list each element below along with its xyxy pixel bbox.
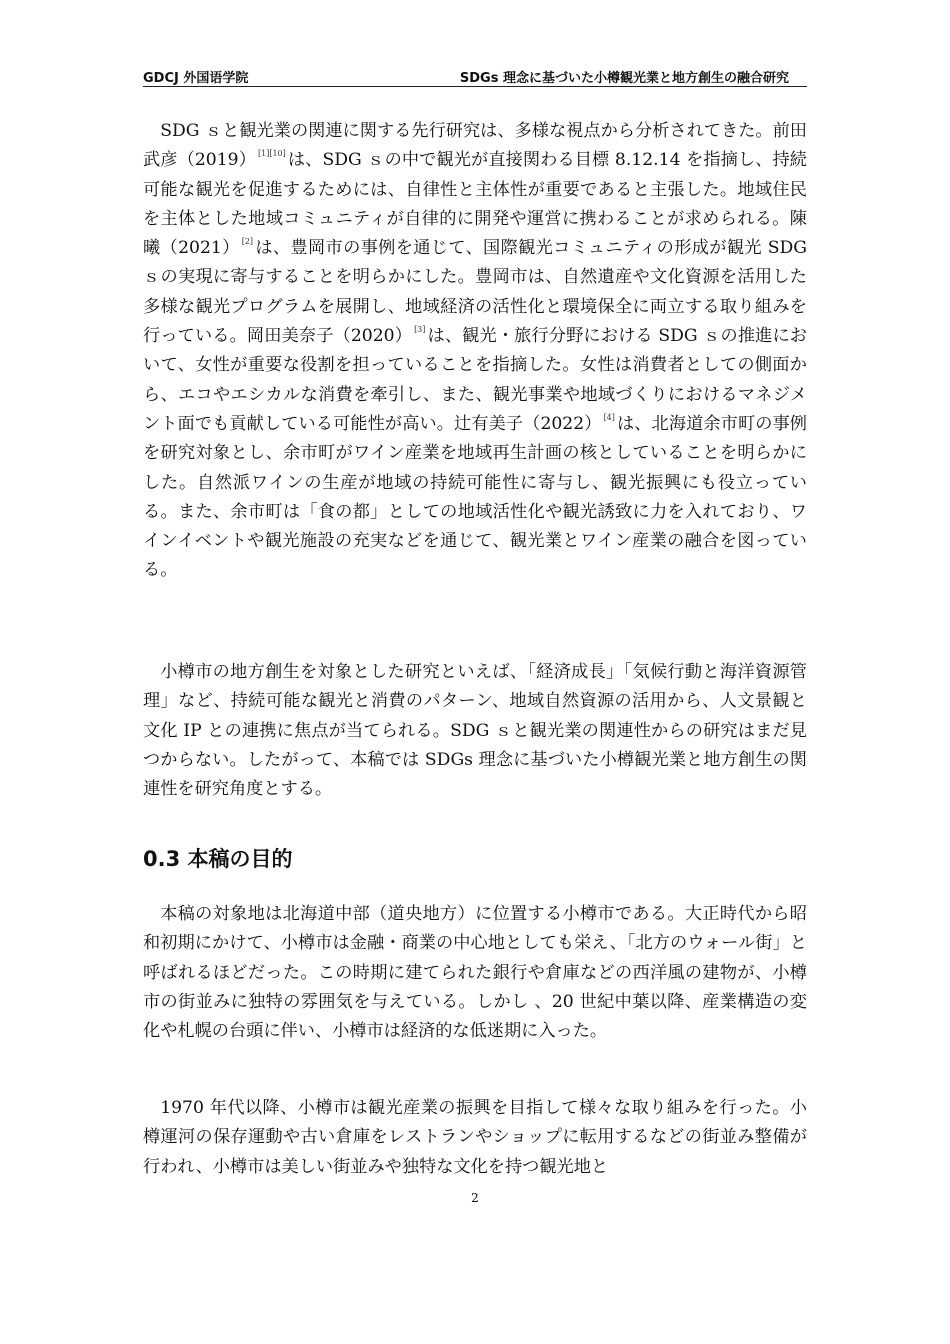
paragraph-prior-research	[143, 117, 807, 586]
citation: [2]	[241, 237, 254, 247]
text-segment: SDG ｓと観光業の関連に関する先行研究は、多様な視点から分析されてきた。前田武彦（2019）	[143, 121, 807, 171]
header-institution: GDCJ 外国语学院	[143, 71, 249, 86]
paragraph-study-area: 本稿の対象地は北海道中部（道央地方）に位置する小樽市である。大正時代から昭和初期にかけて、小樽市は金融・商業の中心地としても栄え、「北方のウォール街」と呼ばれるほどだった。この時期に建てられた銀行や倉庫などの西洋風の建物が、小樽市の街並みに独特の雰囲気を与えている。しかし 、20 世紀中葉以降、産業構造の変化や札幌の台頭に伴い、小樽市は経済的な低迷期に入った。	[143, 904, 807, 1042]
paragraph-research-angle: 小樽市の地方創生を対象とした研究といえば、「経済成長」「気候行動と海洋資源管理」など、持続可能な観光と消費のパターン、地域自然資源の活用から、人文景観と文化 IP との連携に焦点が当てられる。SDG ｓと観光業の関連性からの研究はまだ見つからない。したがって、本稿では SDGs 理念に基づいた小樽観光業と地方創生の関連性を研究角度とする。	[143, 662, 807, 800]
citation: [4]	[603, 412, 615, 422]
text-segment: は、SDG ｓの中で観光が直接関わる目標 8.12.14 を指摘し、持続可能な観光を促進するためには、自律性と主体性が重要であると主張した。地域住民を主体とした地域コミュニティが自律的に開発や運営に携わることが求められる。陳曦（2021）	[143, 150, 807, 259]
citation: [3]	[414, 325, 426, 335]
header-title: SDGs 理念に基づいた小樽観光業と地方創生の融合研究	[459, 71, 789, 86]
page-number: 2	[471, 1191, 479, 1205]
running-header	[143, 64, 807, 87]
paragraph-tourism-history: 1970 年代以降、小樽市は観光産業の振興を目指して様々な取り組みを行った。小樽運河の保存運動や古い倉庫をレストランやショップに転用するなどの街並み整備が行われ、小樽市は美しい街並みや独特な文化を持つ観光地と	[143, 1098, 807, 1177]
text-segment: は、豊岡市の事例を通じて、国際観光コミュニティの形成が観光 SDG ｓの実現に寄与することを明らかにした。豊岡市は、自然遺産や文化資源を活用した多様な観光プログラムを展開し、地域経済の活性化と環境保全に両立する取り組みを行っている。岡田美奈子（2020）	[143, 238, 807, 347]
citation: [1][10]	[258, 149, 286, 159]
section-heading: 0.3 本稿の目的	[143, 847, 293, 871]
text-segment: は、北海道余市町の事例を研究対象とし、余市町がワイン産業を地域再生計画の核としていることを明らかにした。自然派ワインの生産が地域の持続可能性に寄与し、観光振興にも役立っている。また、余市町は「食の都」としての地域活性化や観光誘致に力を入れており、ワインイベントや観光施設の充実などを通じて、観光業とワイン産業の融合を図っている。	[143, 413, 807, 581]
text-segment: は、観光・旅行分野における SDG ｓの推進において、女性が重要な役割を担っていることを指摘した。女性は消費者としての側面から、エコやエシカルな消費を牽引し、また、観光事業や地域づくりにおけるマネジメント面でも貢献している可能性が高い。辻有美子（2022）	[143, 326, 807, 434]
